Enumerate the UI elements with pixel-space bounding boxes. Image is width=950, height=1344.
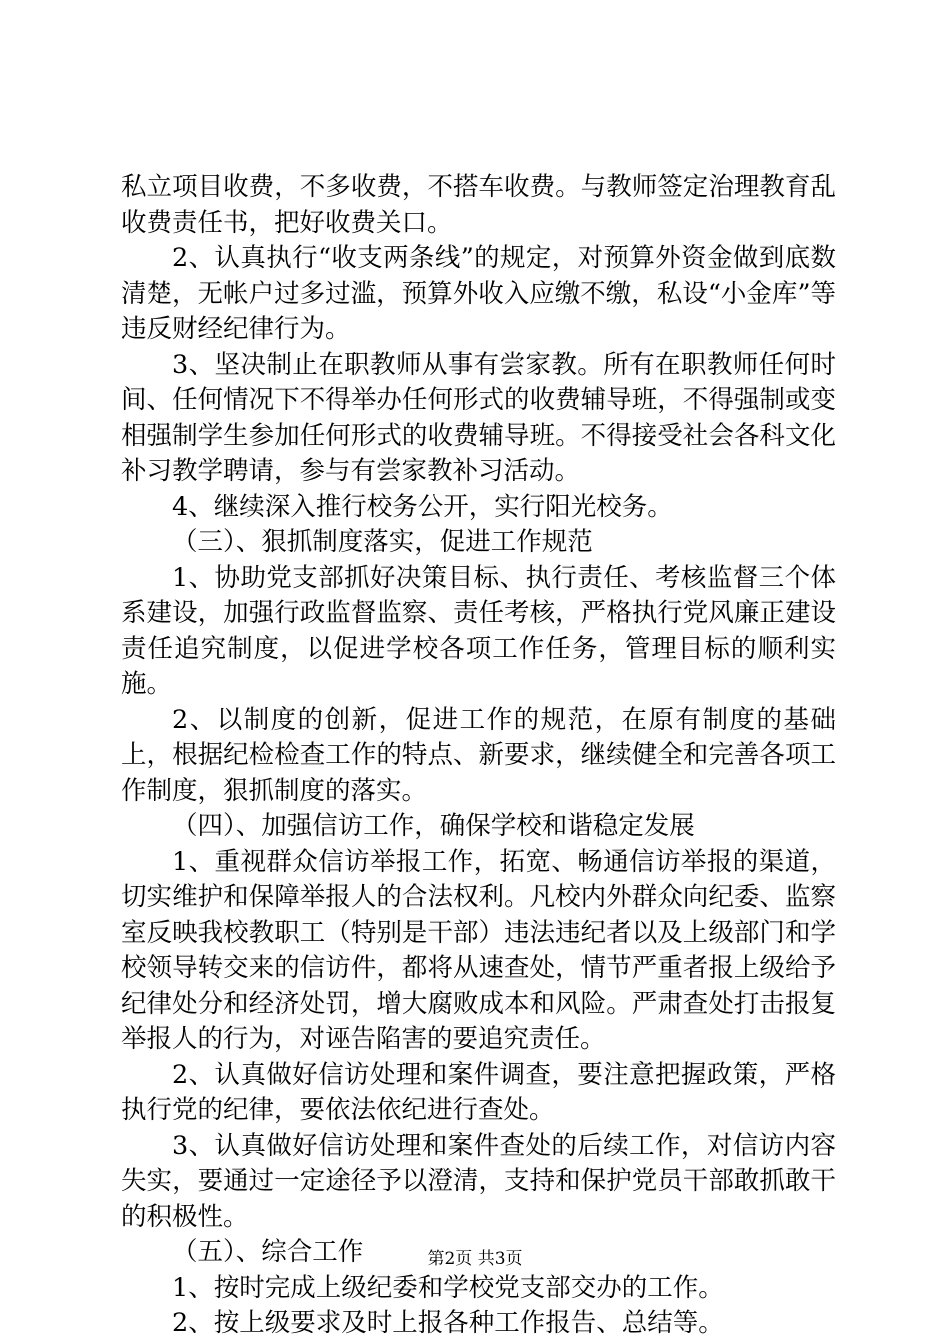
paragraph-section-4-item-2: 2、认真做好信访处理和案件调查，要注意把握政策，严格执行党的纪律，要依法依纪进行查处。: [121, 1059, 836, 1125]
section-heading-5: （五）、综合工作: [172, 1237, 364, 1267]
paragraph-section-3-item-2: 2、以制度的创新，促进工作的规范，在原有制度的基础上，根据纪检检查工作的特点、新要求，继续健全和完善各项工作制度，狠抓制度的落实。: [121, 704, 836, 806]
page-number-footer: 第2页 共3页: [427, 1249, 523, 1269]
paragraph-section-3-item-1: 1、协助党支部抓好决策目标、执行责任、考核监督三个体系建设，加强行政监督监察、责任考核，严格执行党风廉正建设责任追究制度，以促进学校各项工作任务，管理目标的顺利实施。: [121, 562, 836, 699]
paragraph-item-3-private-tutoring: 3、坚决制止在职教师从事有尝家教。所有在职教师任何时间、任何情况下不得举办任何形式的收费辅导班，不得强制或变相强制学生参加任何形式的收费辅导班。不得接受社会各科文化补习教学聘请，参与有尝家教补习活动。: [121, 349, 836, 486]
paragraph-section-5-item-1: 1、按时完成上级纪委和学校党支部交办的工作。: [172, 1272, 724, 1303]
paragraph-continuation: 私立项目收费，不多收费，不搭车收费。与教师签定治理教育乱收费责任书，把好收费关口。: [121, 172, 836, 238]
paragraph-section-5-item-2: 2、按上级要求及时上报各种工作报告、总结等。: [172, 1308, 724, 1338]
paragraph-item-4-open-affairs: 4、继续深入推行校务公开，实行阳光校务。: [172, 491, 673, 522]
document-body: [121, 170, 836, 1342]
section-heading-4: （四）、加强信访工作，确保学校和谐稳定发展: [172, 811, 695, 841]
section-heading-3: （三）、狠抓制度落实，促进工作规范: [172, 527, 593, 557]
paragraph-section-4-item-1: 1、重视群众信访举报工作，拓宽、畅通信访举报的渠道，切实维护和保障举报人的合法权利。凡校内外群众向纪委、监察室反映我校教职工（特别是干部）违法违纪者以及上级部门和学校领导转交来的信访件，都将从速查处，情节严重者报上级给予纪律处分和经济处罚，增大腐败成本和风险。严肃查处打击报复举报人的行为，对诬告陷害的要追究责任。: [121, 846, 836, 1054]
paragraph-item-2-income-expense: 2、认真执行“收支两条线”的规定，对预算外资金做到底数清楚，无帐户过多过滥，预算外收入应缴不缴，私设“小金库”等违反财经纪律行为。: [121, 243, 836, 344]
paragraph-section-4-item-3: 3、认真做好信访处理和案件查处的后续工作，对信访内容失实，要通过一定途径予以澄清，支持和保护党员干部敢抓敢干的积极性。: [121, 1130, 836, 1232]
